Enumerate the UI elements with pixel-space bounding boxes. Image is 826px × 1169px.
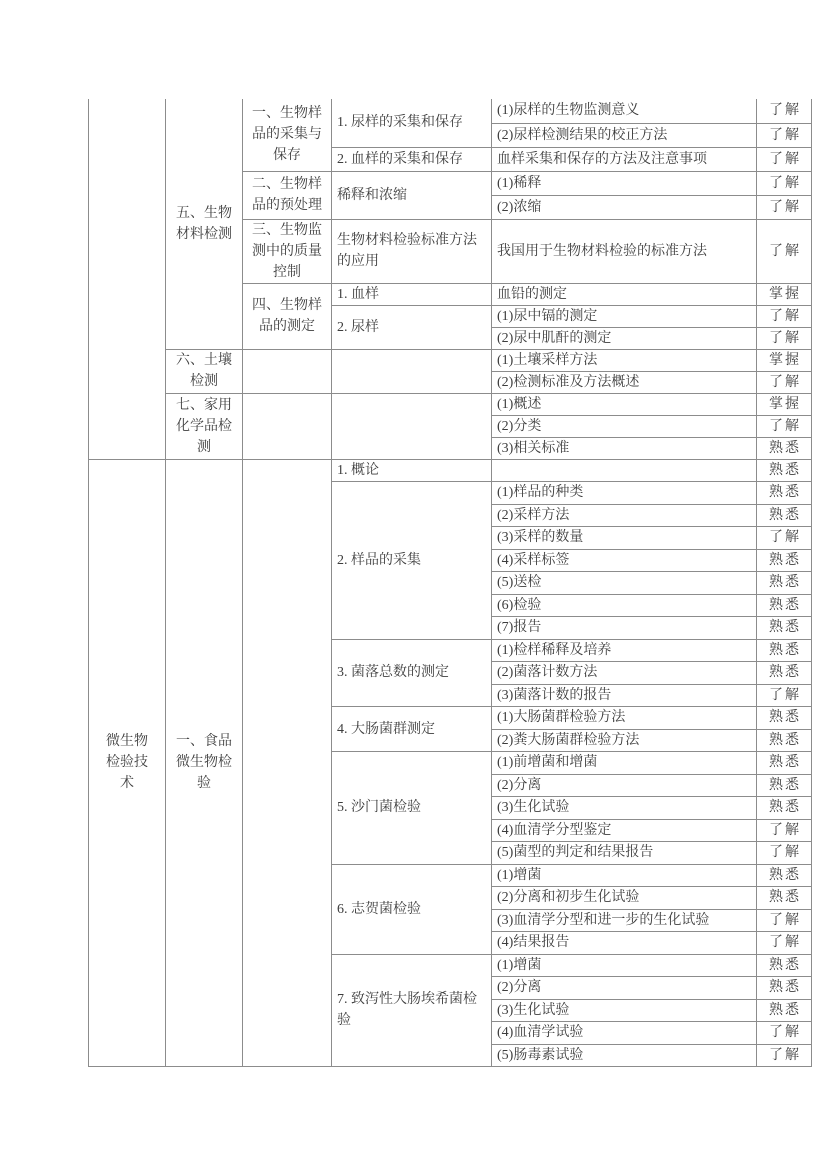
level-cell: 了解 <box>757 219 812 283</box>
level-cell: 了解 <box>757 147 812 171</box>
item-cell: (3)生化试验 <box>492 999 757 1022</box>
item-cell: (4)结果报告 <box>492 932 757 955</box>
table-row <box>89 393 812 415</box>
item-cell: (2)浓缩 <box>492 195 757 219</box>
item-cell: (2)粪大肠菌群检验方法 <box>492 729 757 752</box>
item-cell: (5)肠毒素试验 <box>492 1044 757 1067</box>
item-cell: (2)分类 <box>492 415 757 437</box>
table-row <box>89 349 812 371</box>
topic-cell: 2. 尿样 <box>332 305 492 349</box>
item-cell: (4)血清学分型鉴定 <box>492 819 757 842</box>
item-cell: (2)尿样检测结果的校正方法 <box>492 123 757 147</box>
level-cell: 熟悉 <box>757 707 812 730</box>
item-cell <box>492 459 757 482</box>
table-row <box>89 459 812 482</box>
item-cell: (2)分离和初步生化试验 <box>492 887 757 910</box>
level-cell: 熟悉 <box>757 572 812 595</box>
topic-cell: 2. 样品的采集 <box>332 482 492 640</box>
item-cell: (1)检样稀释及培养 <box>492 639 757 662</box>
item-cell: (2)尿中肌酐的测定 <box>492 327 757 349</box>
item-cell: (3)生化试验 <box>492 797 757 820</box>
level-cell: 了解 <box>757 195 812 219</box>
level-cell: 熟悉 <box>757 729 812 752</box>
item-cell: (1)尿样的生物监测意义 <box>492 99 757 123</box>
item-cell: (2)采样方法 <box>492 504 757 527</box>
subsection-cell: 二、生物样品的预处理 <box>243 171 332 219</box>
topic-cell: 5. 沙门菌检验 <box>332 752 492 865</box>
level-cell: 了解 <box>757 99 812 123</box>
level-cell: 了解 <box>757 684 812 707</box>
topic-cell: 3. 菌落总数的测定 <box>332 639 492 707</box>
subsection-cell <box>243 459 332 1067</box>
level-cell: 了解 <box>757 171 812 195</box>
section-cell: 一、食品微生物检验 <box>166 459 243 1067</box>
item-cell: (3)采样的数量 <box>492 527 757 550</box>
chapter-cell <box>89 99 166 459</box>
level-cell: 熟悉 <box>757 887 812 910</box>
level-cell: 熟悉 <box>757 797 812 820</box>
level-cell: 熟悉 <box>757 774 812 797</box>
level-cell: 熟悉 <box>757 999 812 1022</box>
item-cell: (1)前增菌和增菌 <box>492 752 757 775</box>
topic-cell: 稀释和浓缩 <box>332 171 492 219</box>
level-cell: 了解 <box>757 305 812 327</box>
item-cell: (4)血清学试验 <box>492 1022 757 1045</box>
item-cell: 我国用于生物材料检验的标准方法 <box>492 219 757 283</box>
topic-cell: 7. 致泻性大肠埃希菌检验 <box>332 954 492 1067</box>
topic-cell <box>332 349 492 393</box>
item-cell: (7)报告 <box>492 617 757 640</box>
subsection-cell: 三、生物监测中的质量控制 <box>243 219 332 283</box>
level-cell: 熟悉 <box>757 639 812 662</box>
level-cell: 了解 <box>757 527 812 550</box>
item-cell: (5)送检 <box>492 572 757 595</box>
level-cell: 熟悉 <box>757 977 812 1000</box>
subsection-cell <box>243 349 332 393</box>
topic-cell: 6. 志贺菌检验 <box>332 864 492 954</box>
item-cell: 血样采集和保存的方法及注意事项 <box>492 147 757 171</box>
item-cell: (1)大肠菌群检验方法 <box>492 707 757 730</box>
level-cell: 了解 <box>757 909 812 932</box>
level-cell: 熟悉 <box>757 954 812 977</box>
level-cell: 熟悉 <box>757 459 812 482</box>
topic-cell: 4. 大肠菌群测定 <box>332 707 492 752</box>
item-cell: (1)概述 <box>492 393 757 415</box>
level-cell: 了解 <box>757 819 812 842</box>
section-cell: 五、生物材料检测 <box>166 99 243 349</box>
item-cell: (4)采样标签 <box>492 549 757 572</box>
chapter-cell <box>89 459 166 1067</box>
item-cell: (5)菌型的判定和结果报告 <box>492 842 757 865</box>
level-cell: 熟悉 <box>757 437 812 459</box>
topic-cell <box>332 393 492 459</box>
level-cell: 了解 <box>757 327 812 349</box>
item-cell: (2)菌落计数方法 <box>492 662 757 685</box>
level-cell: 熟悉 <box>757 752 812 775</box>
section-cell: 六、土壤检测 <box>166 349 243 393</box>
level-cell: 熟悉 <box>757 594 812 617</box>
topic-cell: 1. 概论 <box>332 459 492 482</box>
level-cell: 掌握 <box>757 393 812 415</box>
level-cell: 了解 <box>757 1044 812 1067</box>
item-cell: (2)检测标准及方法概述 <box>492 371 757 393</box>
item-cell: (3)相关标准 <box>492 437 757 459</box>
item-cell: (1)样品的种类 <box>492 482 757 505</box>
level-cell: 掌握 <box>757 283 812 305</box>
level-cell: 了解 <box>757 415 812 437</box>
level-cell: 熟悉 <box>757 549 812 572</box>
level-cell: 了解 <box>757 371 812 393</box>
table-row <box>89 99 812 123</box>
level-cell: 熟悉 <box>757 482 812 505</box>
item-cell: (1)稀释 <box>492 171 757 195</box>
item-cell: (6)检验 <box>492 594 757 617</box>
topic-cell: 生物材料检验标准方法的应用 <box>332 219 492 283</box>
subsection-cell: 四、生物样品的测定 <box>243 283 332 349</box>
section-cell: 七、家用化学品检测 <box>166 393 243 459</box>
level-cell: 熟悉 <box>757 617 812 640</box>
table-body <box>89 99 812 1067</box>
topic-cell: 2. 血样的采集和保存 <box>332 147 492 171</box>
item-cell: (1)土壤采样方法 <box>492 349 757 371</box>
item-cell: (3)菌落计数的报告 <box>492 684 757 707</box>
item-cell: (3)血清学分型和进一步的生化试验 <box>492 909 757 932</box>
level-cell: 熟悉 <box>757 662 812 685</box>
level-cell: 了解 <box>757 932 812 955</box>
item-cell: (1)尿中镉的测定 <box>492 305 757 327</box>
item-cell: (1)增菌 <box>492 954 757 977</box>
level-cell: 掌握 <box>757 349 812 371</box>
level-cell: 了解 <box>757 123 812 147</box>
item-cell: (2)分离 <box>492 977 757 1000</box>
item-cell: 血铅的测定 <box>492 283 757 305</box>
item-cell: (1)增菌 <box>492 864 757 887</box>
level-cell: 了解 <box>757 1022 812 1045</box>
syllabus-table <box>88 99 812 1067</box>
level-cell: 了解 <box>757 842 812 865</box>
chapter-label: 微生物检验技术 <box>105 734 148 792</box>
level-cell: 熟悉 <box>757 864 812 887</box>
subsection-cell: 一、生物样品的采集与保存 <box>243 99 332 171</box>
topic-cell: 1. 尿样的采集和保存 <box>332 99 492 147</box>
subsection-cell <box>243 393 332 459</box>
topic-cell: 1. 血样 <box>332 283 492 305</box>
item-cell: (2)分离 <box>492 774 757 797</box>
level-cell: 熟悉 <box>757 504 812 527</box>
